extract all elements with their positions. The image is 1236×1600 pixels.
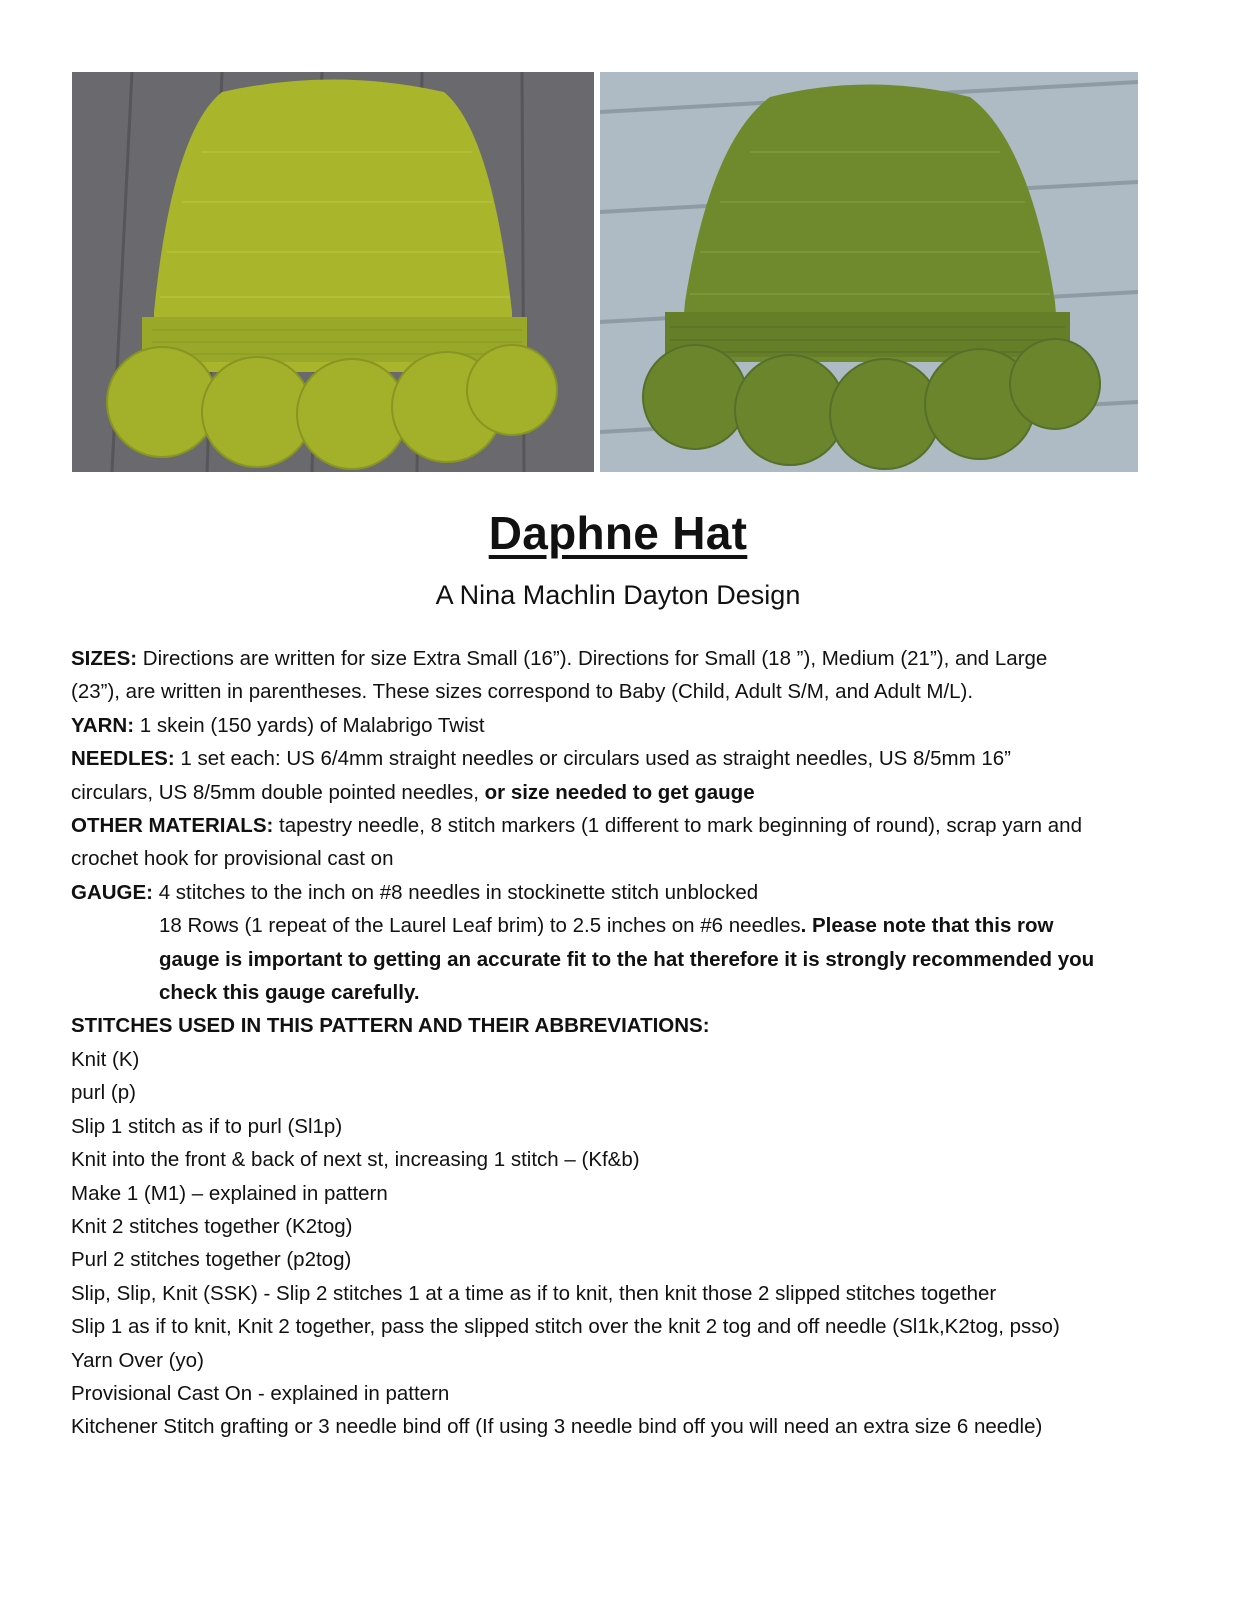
- photo-row: [72, 72, 1138, 472]
- sizes-line-2: (23”), are written in parentheses. These sizes correspond to Baby (Child, Adult S/M, and Adult M/L).: [71, 680, 974, 704]
- gauge-line-1: [71, 876, 1151, 909]
- sizes-text-1: Directions are written for size Extra Small (16”). Directions for Small (18 ”), Medium (21”), and Large: [137, 647, 1048, 670]
- yarn-text: 1 skein (150 yards) of Malabrigo Twist: [134, 713, 485, 737]
- other-materials-label: OTHER MATERIALS:: [71, 814, 274, 838]
- needles-gauge-note: or size needed to get gauge: [484, 780, 755, 804]
- gauge-note-start: . Please note that this row: [800, 914, 1054, 938]
- sizes-label: SIZES:: [71, 647, 138, 670]
- stitch-item: Provisional Cast On - explained in pattern: [71, 1381, 450, 1405]
- stitches-heading: STITCHES USED IN THIS PATTERN AND THEIR ABBREVIATIONS:: [71, 1014, 710, 1038]
- stitch-item: Kitchener Stitch grafting or 3 needle bind off (If using 3 needle bind off you will need an extra size 6 needle): [71, 1415, 1043, 1439]
- yarn-line: [71, 709, 1151, 742]
- hat-photo-dark-green: [600, 72, 1138, 472]
- stitch-item: Purl 2 stitches together (p2tog): [71, 1248, 352, 1272]
- stitch-item: Knit (K): [71, 1047, 140, 1071]
- stitch-item: Slip 1 as if to knit, Knit 2 together, pass the slipped stitch over the knit 2 tog and off needle (Sl1k,K2tog, psso): [71, 1315, 1060, 1339]
- needles-label: NEEDLES:: [71, 747, 175, 771]
- needles-text-1: 1 set each: US 6/4mm straight needles or circulars used as straight needles, US 8/5mm 16”: [174, 747, 1011, 771]
- stitch-item: Slip 1 stitch as if to purl (Sl1p): [71, 1114, 343, 1138]
- needles-line-1: [71, 742, 1151, 775]
- yarn-label: YARN:: [71, 713, 135, 737]
- needles-line-2: [71, 776, 1151, 809]
- gauge-line-4: check this gauge carefully.: [159, 981, 420, 1005]
- stitch-item: Knit into the front & back of next st, increasing 1 stitch – (Kf&b): [71, 1148, 640, 1172]
- stitch-item: Knit 2 stitches together (K2tog): [71, 1214, 353, 1238]
- gauge-text-2: 18 Rows (1 repeat of the Laurel Leaf brim) to 2.5 inches on #6 needles: [159, 914, 801, 938]
- stitch-item: Yarn Over (yo): [71, 1348, 204, 1372]
- designer-subtitle: A Nina Machlin Dayton Design: [435, 580, 801, 610]
- other-materials-text-1: tapestry needle, 8 stitch markers (1 different to mark beginning of round), scrap yarn and: [273, 814, 1082, 838]
- pattern-details: [71, 642, 1151, 1444]
- stitch-item: Slip, Slip, Knit (SSK) - Slip 2 stitches 1 at a time as if to knit, then knit those 2 slipped stitches together: [71, 1281, 997, 1305]
- gauge-line-3: gauge is important to getting an accurate fit to the hat therefore it is strongly recommended you: [159, 947, 1095, 971]
- gauge-line-2: [71, 909, 1151, 942]
- gauge-label: GAUGE:: [71, 880, 153, 904]
- needles-text-2: circulars, US 8/5mm double pointed needles,: [71, 780, 485, 804]
- stitch-item: Make 1 (M1) – explained in pattern: [71, 1181, 388, 1205]
- hat-photo-yellow-green: [72, 72, 594, 472]
- other-materials-line-1: [71, 809, 1151, 842]
- sizes-line-1: [71, 642, 1151, 675]
- other-materials-line-2: crochet hook for provisional cast on: [71, 847, 394, 871]
- pattern-title: Daphne Hat: [488, 507, 748, 559]
- stitch-item: purl (p): [71, 1081, 136, 1105]
- gauge-text-1: 4 stitches to the inch on #8 needles in stockinette stitch unblocked: [153, 880, 759, 904]
